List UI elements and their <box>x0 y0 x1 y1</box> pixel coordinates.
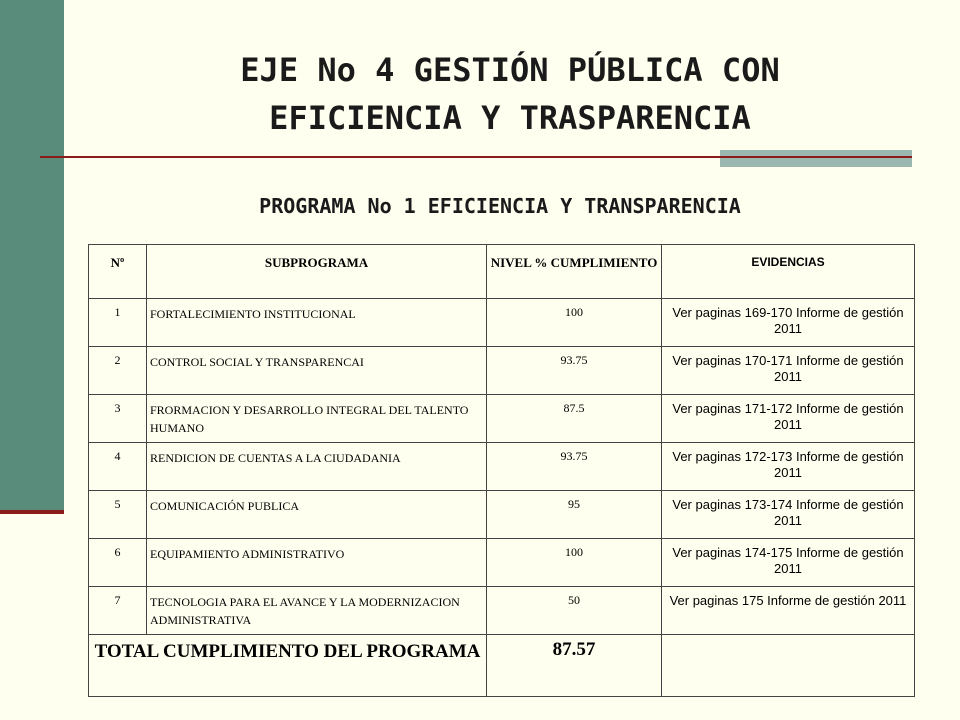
row-subprograma: RENDICION DE CUENTAS A LA CIUDADANIA <box>147 443 487 491</box>
title-divider-red <box>40 156 912 158</box>
total-evidencias-empty <box>662 635 915 697</box>
row-nivel: 93.75 <box>487 347 662 395</box>
table-row <box>89 443 915 491</box>
total-label: TOTAL CUMPLIMIENTO DEL PROGRAMA <box>89 635 487 697</box>
row-evidencias: Ver paginas 171-172 Informe de gestión 2011 <box>662 395 915 443</box>
left-sidebar-band <box>0 0 64 512</box>
table-row <box>89 395 915 443</box>
row-subprograma: TECNOLOGIA PARA EL AVANCE Y LA MODERNIZACION ADMINISTRATIVA <box>147 587 487 635</box>
row-subprograma: FORTALECIMIENTO INSTITUCIONAL <box>147 299 487 347</box>
table-row <box>89 539 915 587</box>
slide-title-line2: EFICIENCIA Y TRASPARENCIA <box>269 99 751 137</box>
row-evidencias: Ver paginas 170-171 Informe de gestión 2011 <box>662 347 915 395</box>
row-subprograma: FRORMACION Y DESARROLLO INTEGRAL DEL TALENTO HUMANO <box>147 395 487 443</box>
title-divider-green <box>720 150 912 167</box>
row-nivel: 95 <box>487 491 662 539</box>
row-no: 3 <box>89 395 147 443</box>
header-nivel: NIVEL % CUMPLIMIENTO <box>487 245 662 299</box>
slide-title <box>100 46 920 142</box>
row-subprograma: COMUNICACIÓN PUBLICA <box>147 491 487 539</box>
row-evidencias: Ver paginas 174-175 Informe de gestión 2011 <box>662 539 915 587</box>
row-evidencias: Ver paginas 173-174 Informe de gestión 2011 <box>662 491 915 539</box>
table-row <box>89 347 915 395</box>
left-sidebar-accent-line <box>0 510 64 514</box>
header-no: Nº <box>89 245 147 299</box>
row-evidencias: Ver paginas 169-170 Informe de gestión 2011 <box>662 299 915 347</box>
table-row <box>89 587 915 635</box>
slide-title-line1: EJE No 4 GESTIÓN PÚBLICA CON <box>240 51 780 89</box>
row-nivel: 93.75 <box>487 443 662 491</box>
row-subprograma: EQUIPAMIENTO ADMINISTRATIVO <box>147 539 487 587</box>
table-row <box>89 491 915 539</box>
row-no: 1 <box>89 299 147 347</box>
row-no: 7 <box>89 587 147 635</box>
table-total-row <box>89 635 915 697</box>
row-evidencias: Ver paginas 175 Informe de gestión 2011 <box>662 587 915 635</box>
row-no: 5 <box>89 491 147 539</box>
row-nivel: 100 <box>487 539 662 587</box>
row-evidencias: Ver paginas 172-173 Informe de gestión 2011 <box>662 443 915 491</box>
table-row <box>89 299 915 347</box>
header-evidencias: EVIDENCIAS <box>662 245 915 299</box>
row-nivel: 87.5 <box>487 395 662 443</box>
total-value: 87.57 <box>487 635 662 697</box>
program-subtitle: PROGRAMA No 1 EFICIENCIA Y TRANSPARENCIA <box>259 194 741 218</box>
header-subprograma: SUBPROGRAMA <box>147 245 487 299</box>
table-header-row <box>89 245 915 299</box>
row-no: 6 <box>89 539 147 587</box>
row-nivel: 50 <box>487 587 662 635</box>
row-no: 4 <box>89 443 147 491</box>
row-no: 2 <box>89 347 147 395</box>
row-nivel: 100 <box>487 299 662 347</box>
row-subprograma: CONTROL SOCIAL Y TRANSPARENCAI <box>147 347 487 395</box>
subprograms-table <box>88 244 915 697</box>
